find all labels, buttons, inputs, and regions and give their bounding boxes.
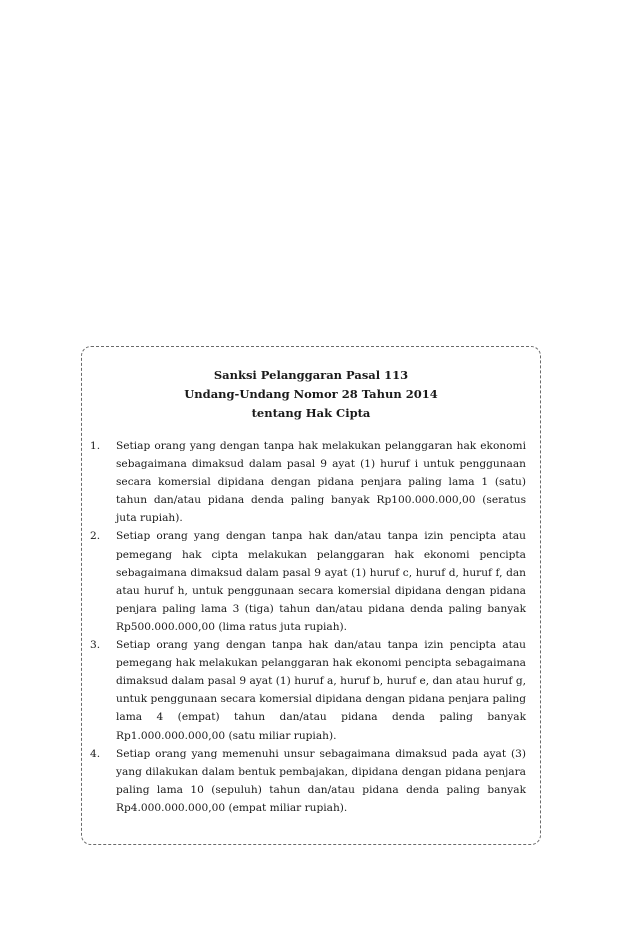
list-item-number: 2.	[90, 530, 101, 543]
heading-line-subject: tentang Hak Cipta	[251, 406, 371, 420]
list-item	[90, 636, 526, 745]
list-item-text: Setiap orang yang dengan tanpa hak dan/atau tanpa izin pencipta atau pemegang hak cipta melakukan pelanggaran hak ekonomi pencipta sebagaimana dimaksud dalam pasal 9 ayat (1) huruf c, huruf d, huruf f, dan atau huruf h, untuk penggunaan secara komersial dipidana dengan pidana penjara paling lama 3 (tiga) tahun dan/atau pidana denda paling banyak Rp500.000.000,00 (lima ratus juta rupiah).	[116, 530, 526, 633]
list-item-number: 1.	[90, 440, 101, 452]
heading-line-title: Sanksi Pelanggaran Pasal 113	[213, 368, 409, 382]
list-item-number: 4.	[90, 747, 101, 760]
list-item-text: Setiap orang yang dengan tanpa hak melakukan pelanggaran hak ekonomi sebagaimana dimaksud dalam pasal 9 ayat (1) huruf i untuk penggunaan secara komersial dipidana dengan pidana penjara paling lama 1 (satu) tahun dan/atau pidana denda paling banyak Rp100.000.000,00 (seratus juta rupiah).	[116, 440, 526, 525]
list-item	[90, 527, 526, 636]
list-item	[90, 745, 526, 817]
sanction-heading	[81, 366, 541, 423]
list-item-text: Setiap orang yang memenuhi unsur sebagaimana dimaksud pada ayat (3) yang dilakukan dalam bentuk pembajakan, dipidana dengan pidana penjara paling lama 10 (sepuluh) tahun dan/atau pidana denda paling banyak Rp4.000.000.000,00 (empat miliar rupiah).	[116, 747, 526, 814]
list-item-text: Setiap orang yang dengan tanpa hak dan/atau tanpa izin pencipta atau pemegang hak melakukan pelanggaran hak ekonomi pencipta sebagaimana dimaksud dalam pasal 9 ayat (1) huruf a, huruf b, huruf e, dan atau huruf g, untuk penggunaan secara komersial dipidana dengan pidana penjara paling lama 4 (empat) tahun dan/atau pidana denda paling banyak Rp1.000.000.000,00 (satu miliar rupiah).	[116, 639, 526, 742]
list-item-number: 3.	[90, 639, 101, 652]
sanction-list	[90, 437, 526, 817]
list-item	[90, 437, 526, 527]
heading-line-law: Undang-Undang Nomor 28 Tahun 2014	[184, 387, 438, 401]
